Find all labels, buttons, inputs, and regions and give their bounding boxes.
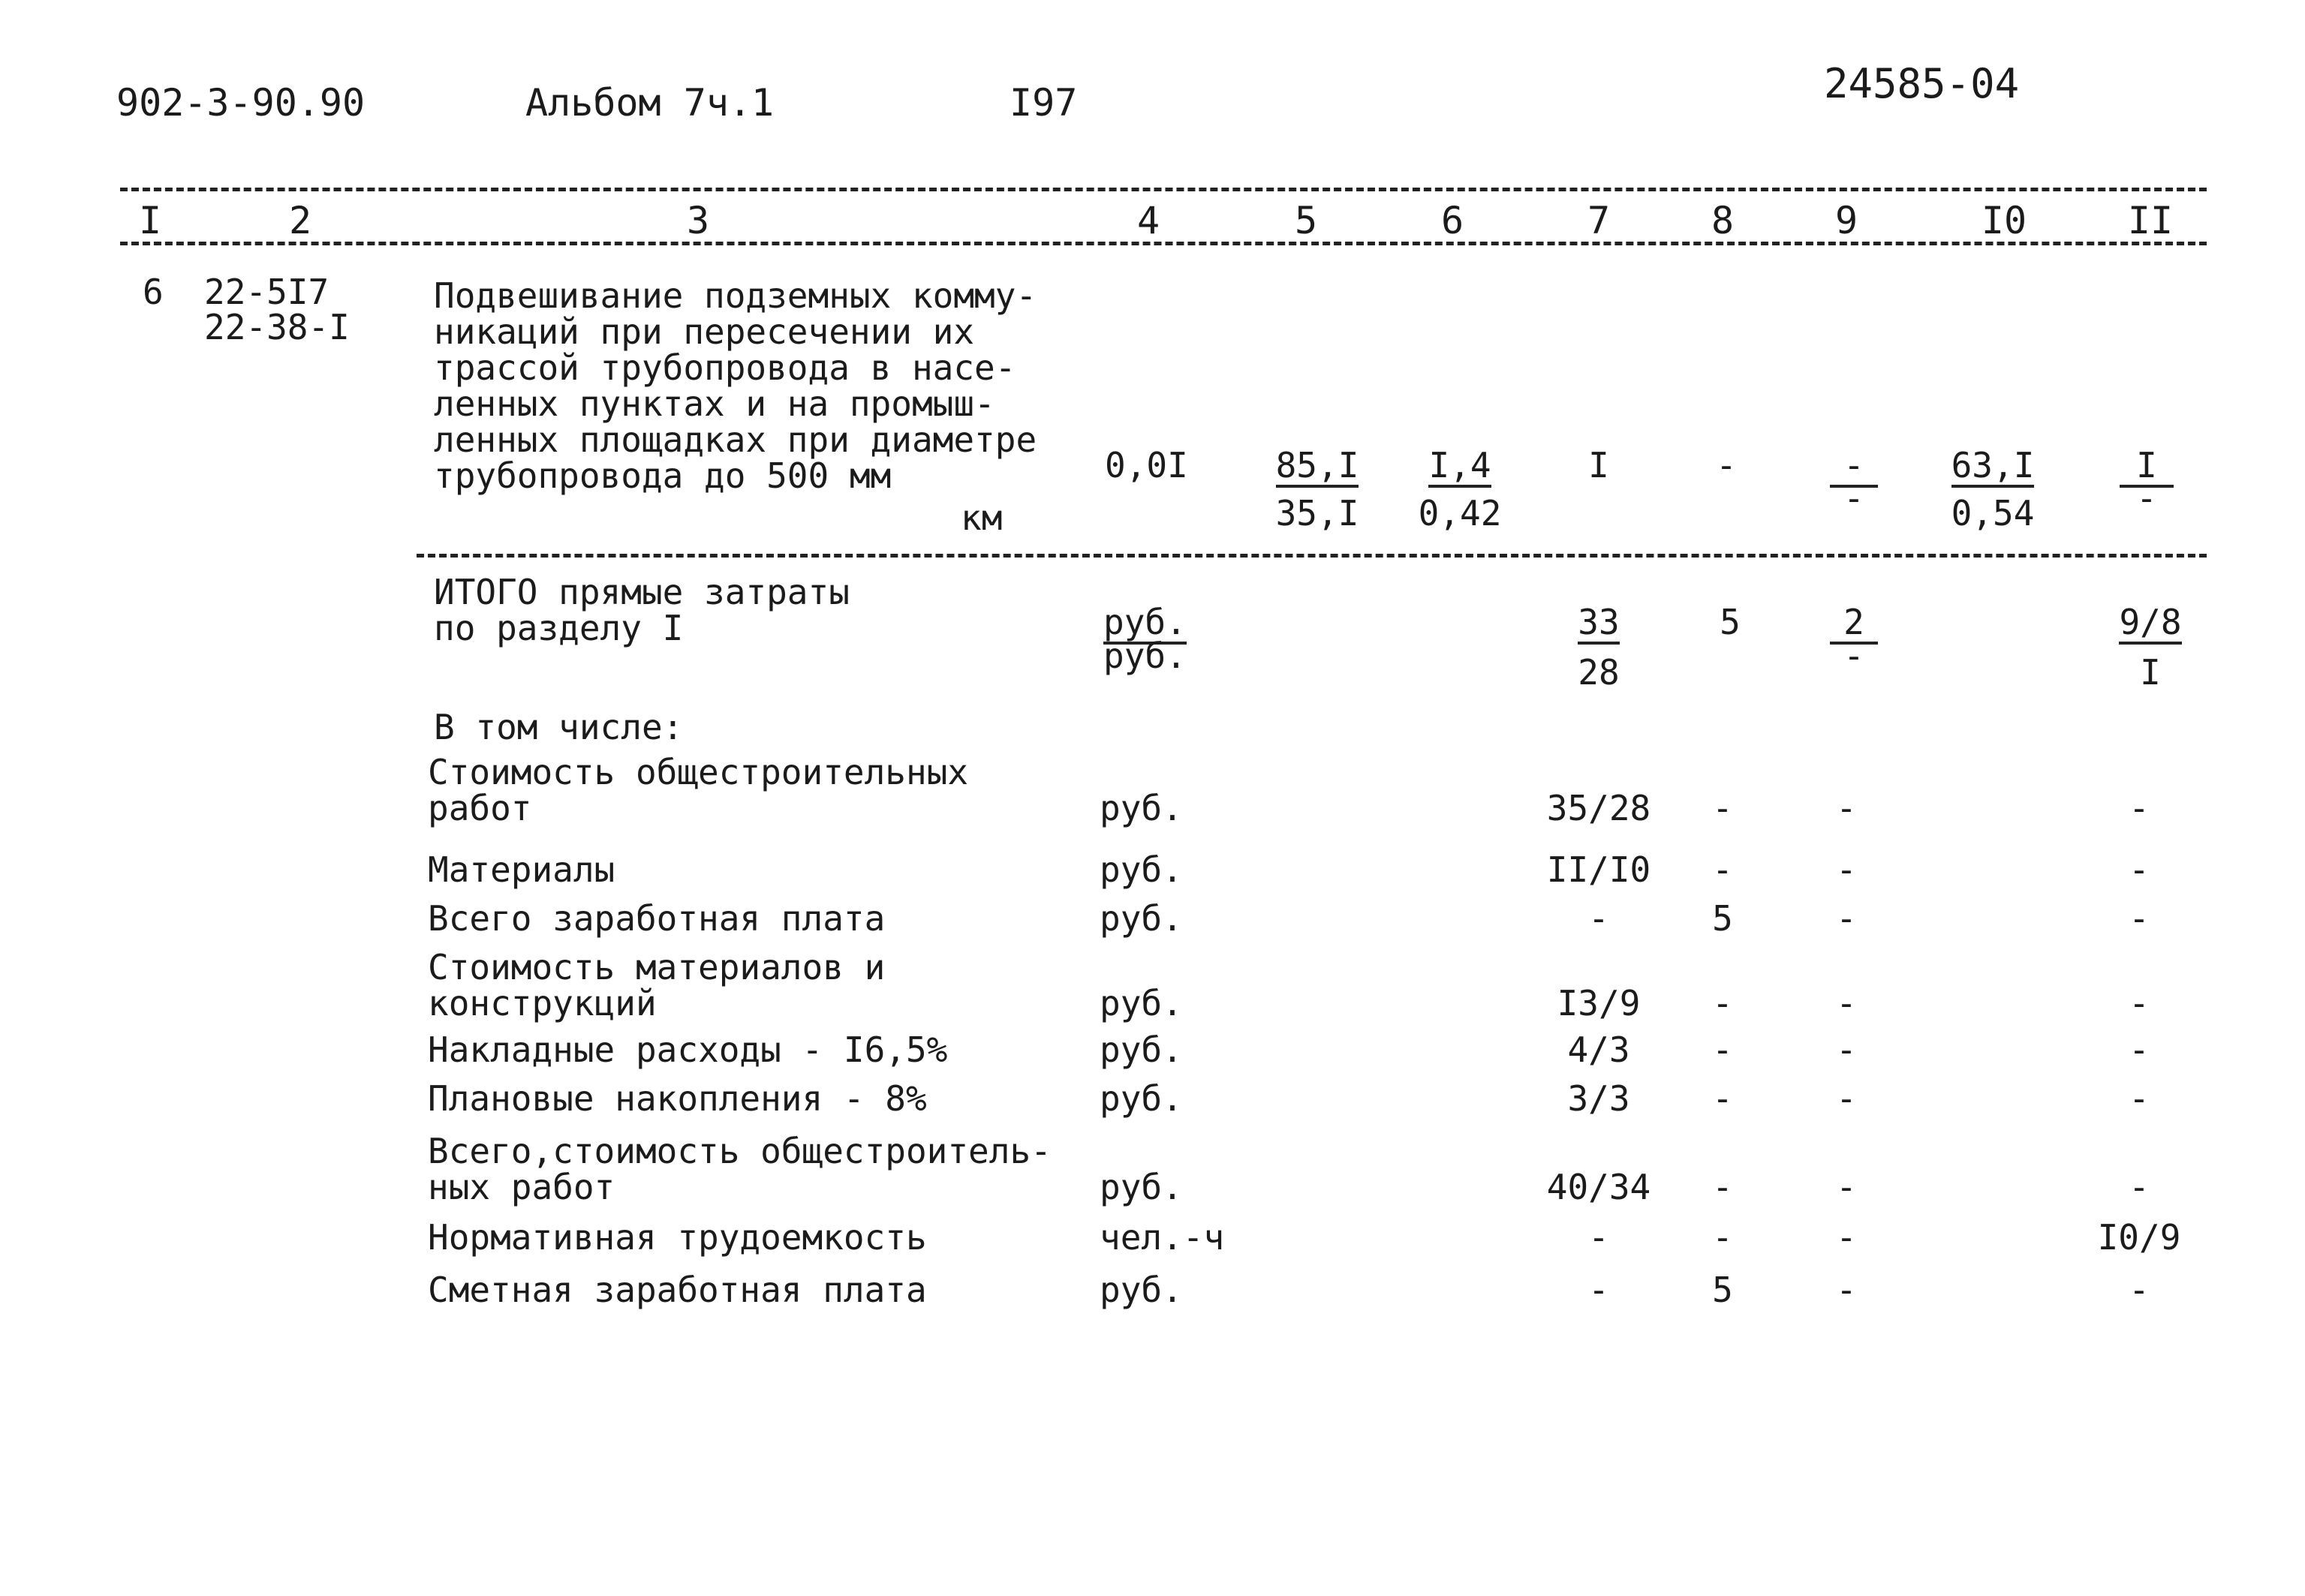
breakdown-col8: - <box>1712 1078 1733 1119</box>
column-number: 5 <box>1294 199 1318 242</box>
col9-top: - <box>1816 447 1891 488</box>
including-label: В том числе: <box>434 707 684 747</box>
breakdown-unit: чел.-ч <box>1100 1217 1225 1258</box>
breakdown-unit: руб. <box>1100 898 1183 939</box>
total-col9-top: 2 <box>1816 604 1891 645</box>
breakdown-col9: - <box>1836 1029 1857 1070</box>
col11-top: I <box>2109 447 2184 488</box>
breakdown-col7: - <box>1588 898 1609 939</box>
col10-top: 63,I <box>1944 447 2042 488</box>
breakdown-col9: - <box>1836 849 1857 890</box>
breakdown-col7: II/I0 <box>1546 849 1651 890</box>
breakdown-col9: - <box>1836 1078 1857 1119</box>
column-number: 3 <box>686 199 710 242</box>
col8-value: - <box>1716 445 1737 485</box>
breakdown-unit: руб. <box>1100 1029 1183 1070</box>
breakdown-col11: - <box>2129 898 2150 939</box>
breakdown-label: Всего заработная плата <box>428 898 886 939</box>
column-number: II <box>2127 199 2174 242</box>
breakdown-col9: - <box>1836 983 1857 1023</box>
col9-bottom: - <box>1843 478 1864 518</box>
breakdown-col7: I3/9 <box>1557 983 1641 1023</box>
breakdown-col7: 4/3 <box>1567 1029 1630 1070</box>
col11-bottom: - <box>2136 478 2157 518</box>
total-unit-top: руб. <box>1103 604 1187 645</box>
col5-top: 85,I <box>1268 447 1366 488</box>
column-number: I0 <box>1981 199 2027 242</box>
column-number: 2 <box>288 199 312 242</box>
breakdown-col8: - <box>1712 1029 1733 1070</box>
breakdown-label: Сметная заработная плата <box>428 1270 927 1310</box>
breakdown-unit: руб. <box>1100 1078 1183 1119</box>
breakdown-col9: - <box>1836 1270 1857 1310</box>
breakdown-col11: - <box>2129 788 2150 828</box>
total-col9-bottom: - <box>1843 636 1864 676</box>
doc-code: 902-3-90.90 <box>116 81 366 125</box>
breakdown-unit: руб. <box>1100 849 1183 890</box>
breakdown-col11: - <box>2129 983 2150 1023</box>
column-number: 8 <box>1711 199 1735 242</box>
breakdown-col8: - <box>1712 1217 1733 1258</box>
breakdown-col11: - <box>2129 1078 2150 1119</box>
breakdown-label: Нормативная трудоемкость <box>428 1217 927 1258</box>
header-top-rule <box>120 188 2207 191</box>
breakdown-unit: руб. <box>1100 788 1183 828</box>
breakdown-unit: руб. <box>1100 983 1183 1023</box>
breakdown-col7: 40/34 <box>1546 1167 1651 1207</box>
row-unit: км <box>961 497 1003 538</box>
breakdown-col9: - <box>1836 1167 1857 1207</box>
column-number: 9 <box>1834 199 1858 242</box>
col6-bottom: 0,42 <box>1418 493 1502 534</box>
total-col7-bottom: 28 <box>1578 652 1620 693</box>
row-separator <box>417 554 2207 558</box>
column-number: I <box>138 199 162 242</box>
work-description: Подвешивание подземных комму- никаций при пересечении их трассой трубопровода в насе- ленных пунктах и на промыш- ленных площадках при диаметре трубопровода до 500 мм <box>434 275 1037 496</box>
total-label: ИТОГО прямые затраты по разделу I <box>434 572 850 648</box>
breakdown-col8: - <box>1712 849 1733 890</box>
total-col7-top: 33 <box>1557 604 1640 645</box>
breakdown-label: Накладные расходы - I6,5% <box>428 1029 948 1070</box>
breakdown-col11: - <box>2129 1167 2150 1207</box>
total-col11-top: 9/8 <box>2109 604 2192 645</box>
breakdown-col7: 3/3 <box>1567 1078 1630 1119</box>
column-number: 6 <box>1440 199 1464 242</box>
row-number: 6 <box>143 272 164 312</box>
breakdown-label: Материалы <box>428 849 615 890</box>
breakdown-col8: 5 <box>1712 898 1733 939</box>
breakdown-label: Всего,стоимость общестроитель- ных работ <box>428 1131 1052 1207</box>
col6-top: I,4 <box>1411 447 1509 488</box>
breakdown-col11: - <box>2129 1029 2150 1070</box>
breakdown-label: Стоимость общестроительных работ <box>428 752 969 828</box>
breakdown-col9: - <box>1836 898 1857 939</box>
page-number: I97 <box>1010 81 1078 125</box>
col10-bottom: 0,54 <box>1951 493 2035 534</box>
breakdown-col11: - <box>2129 1270 2150 1310</box>
breakdown-unit: руб. <box>1100 1167 1183 1207</box>
album-label: Альбом 7ч.1 <box>525 81 775 125</box>
breakdown-unit: руб. <box>1100 1270 1183 1310</box>
breakdown-col8: - <box>1712 983 1733 1023</box>
breakdown-col7: - <box>1588 1217 1609 1258</box>
norm-code-1: 22-5I7 <box>204 272 330 312</box>
total-col8: 5 <box>1720 602 1741 642</box>
breakdown-label: Стоимость материалов и конструкций <box>428 947 886 1023</box>
breakdown-col11: I0/9 <box>2097 1217 2181 1258</box>
column-number: 4 <box>1136 199 1160 242</box>
norm-code-2: 22-38-I <box>204 307 350 347</box>
row-quantity: 0,0I <box>1105 445 1188 485</box>
inventory-number: 24585-04 <box>1824 60 2020 107</box>
breakdown-col8: 5 <box>1712 1270 1733 1310</box>
total-col11-bottom: I <box>2140 652 2161 693</box>
breakdown-col8: - <box>1712 1167 1733 1207</box>
breakdown-col11: - <box>2129 849 2150 890</box>
breakdown-label: Плановые накопления - 8% <box>428 1078 927 1119</box>
breakdown-col8: - <box>1712 788 1733 828</box>
breakdown-col7: - <box>1588 1270 1609 1310</box>
breakdown-col7: 35/28 <box>1546 788 1651 828</box>
breakdown-col9: - <box>1836 788 1857 828</box>
col7-value: I <box>1588 445 1609 485</box>
col5-bottom: 35,I <box>1275 493 1359 534</box>
breakdown-col9: - <box>1836 1217 1857 1258</box>
column-number: 7 <box>1587 199 1611 242</box>
total-unit-bottom: руб. <box>1103 636 1187 676</box>
